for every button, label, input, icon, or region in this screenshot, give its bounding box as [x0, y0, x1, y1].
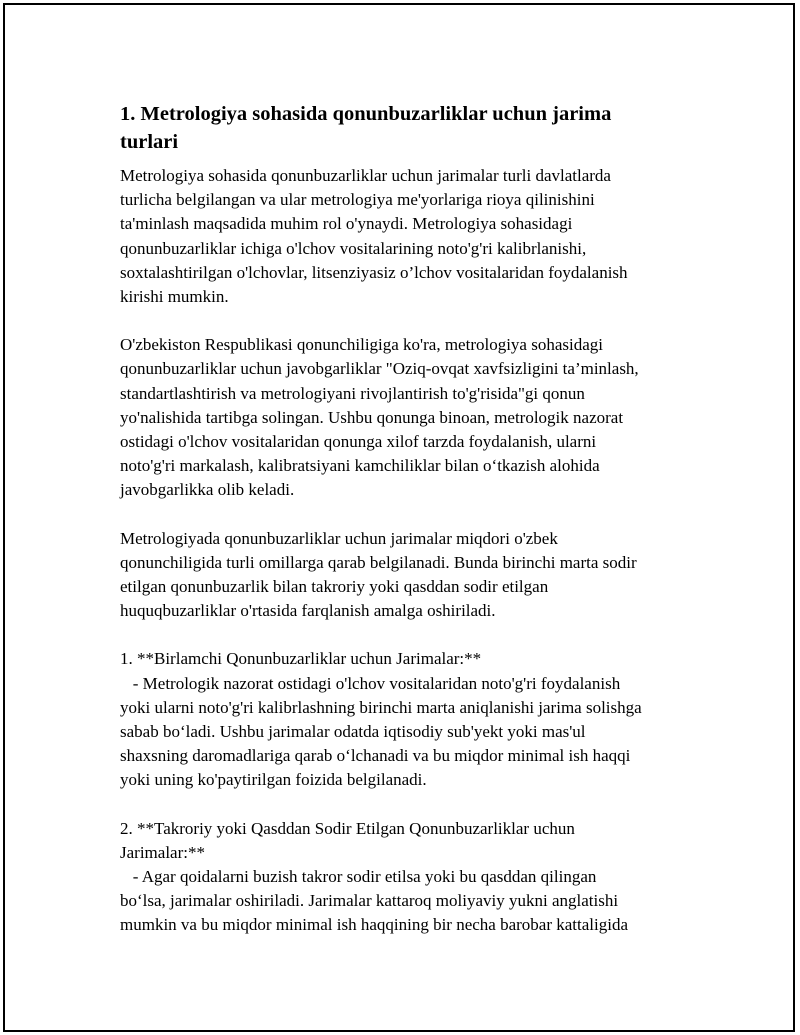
text-line: huquqbuzarliklar o'rtasida farqlanish amalga oshiriladi. — [120, 601, 496, 621]
list-item-repeat-fines — [120, 817, 710, 938]
section-heading — [120, 100, 710, 156]
text-line: - Agar qoidalarni buzish takror sodir etilsa yoki bu qasddan qilingan — [120, 867, 597, 887]
paragraph-intro — [120, 164, 710, 309]
text-line: yo'nalishida tartibga solingan. Ushbu qonunga binoan, metrologik nazorat — [120, 407, 624, 427]
text-line: turlicha belgilangan va ular metrologiya me'yorlariga rioya qilinishini — [120, 190, 595, 210]
text-line: yoki uning ko'paytirilgan foizida belgilanadi. — [120, 770, 427, 790]
text-line: Jarimalar:** — [120, 842, 205, 862]
text-line: yoki ularni noto'g'ri kalibrlashning birinchi marta aniqlanishi jarima solishga — [120, 697, 642, 717]
text-line: ta'minlash maqsadida muhim rol o'ynaydi. Metrologiya sohasidagi — [120, 214, 573, 234]
text-line: soxtalashtirilgan o'lchovlar, litsenziyasiz o’lchov vositalaridan foydalanish — [120, 262, 628, 282]
text-line: kirishi mumkin. — [120, 287, 229, 307]
text-line: mumkin va bu miqdor minimal ish haqqining bir necha barobar kattaligida — [120, 915, 628, 935]
text-line: sabab bo‘ladi. Ushbu jarimalar odatda iqtisodiy sub'yekt yoki mas'ul — [120, 722, 586, 742]
paragraph-legislation — [120, 333, 710, 502]
heading-line: 1. Metrologiya sohasida qonunbuzarliklar uchun jarima — [120, 103, 612, 125]
text-line: 1. **Birlamchi Qonunbuzarliklar uchun Jarimalar:** — [120, 649, 482, 669]
text-line: qonunbuzarliklar uchun javobgarliklar "Oziq-ovqat xavfsizligini ta’minlash, — [120, 359, 639, 379]
text-line: noto'g'ri markalash, kalibratsiyani kamchiliklar bilan o‘tkazish alohida — [120, 456, 600, 476]
list-item-primary-fines — [120, 647, 710, 792]
text-line: - Metrologik nazorat ostidagi o'lchov vositalaridan noto'g'ri foydalanish — [120, 673, 621, 693]
text-line: qonunbuzarliklar ichiga o'lchov vositalarining noto'g'ri kalibrlanishi, — [120, 238, 587, 258]
paragraph-fine-amounts — [120, 527, 710, 624]
text-line: Metrologiya sohasida qonunbuzarliklar uchun jarimalar turli davlatlarda — [120, 166, 611, 185]
document-page — [3, 3, 795, 1032]
text-line: javobgarlikka olib keladi. — [120, 480, 295, 500]
text-line: shaxsning daromadlariga qarab o‘lchanadi va bu miqdor minimal ish haqqi — [120, 746, 631, 766]
text-line: etilgan qonunbuzarlik bilan takroriy yoki qasddan sodir etilgan — [120, 577, 549, 597]
heading-line: turlari — [120, 131, 179, 153]
text-line: 2. **Takroriy yoki Qasddan Sodir Etilgan Qonunbuzarliklar uchun — [120, 818, 575, 838]
text-line: qonunchiligida turli omillarga qarab belgilanadi. Bunda birinchi marta sodir — [120, 552, 637, 572]
text-line: standartlashtirish va metrologiyani rivojlantirish to'g'risida"gi qonun — [120, 383, 585, 403]
document-content — [120, 100, 710, 938]
text-line: O'zbekiston Respublikasi qonunchiligiga ko'ra, metrologiya sohasidagi — [120, 335, 603, 355]
text-line: bo‘lsa, jarimalar oshiriladi. Jarimalar kattaroq moliyaviy yukni anglatishi — [120, 891, 619, 911]
text-line: Metrologiyada qonunbuzarliklar uchun jarimalar miqdori o'zbek — [120, 528, 558, 548]
text-line: ostidagi o'lchov vositalaridan qonunga xilof tarzda foydalanish, ularni — [120, 432, 597, 452]
